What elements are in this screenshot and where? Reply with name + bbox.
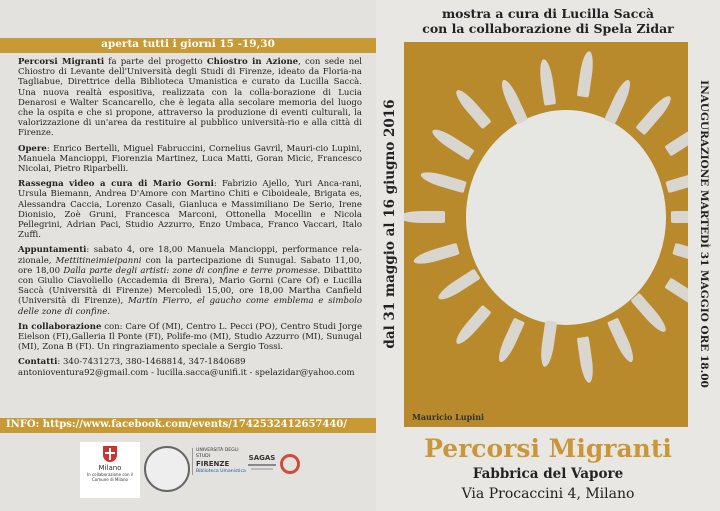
artwork-ray bbox=[419, 169, 467, 193]
milano-name: Milano bbox=[98, 464, 122, 472]
app-it2: Dalla parte degli artisti: zone di confine e terre promesse bbox=[63, 265, 318, 276]
artwork-credit: Mauricio Lupini bbox=[412, 412, 485, 422]
artwork-ray bbox=[412, 243, 460, 267]
app-t4: . bbox=[107, 306, 111, 317]
unifi-logo bbox=[192, 448, 248, 475]
opere-label: Opere bbox=[18, 143, 47, 154]
unifi-line3: Biblioteca Umanistica bbox=[196, 469, 246, 474]
rassegna-text: : Fabrizio Ajello, Yuri Anca-rani, Ursula Biemann, Andrea D'Amore con Martino Chiti e Ciboideale, Brigata es, Alessandra Caccia, Lorenzo Casali, Gianluca e Massimiliano De Serio, Irene Dionisio, Zoè Gruni, Francesca Marconi, Ottonella Mocellin e Nicola Pellegrini, Adrian Paci, Studio Azzurro, Enzo Umbaca, Franco Vaccari, Italo Zuffi. bbox=[18, 179, 362, 241]
unifi-seal-icon bbox=[144, 446, 190, 492]
curator-line-1: mostra a cura di Lucilla Saccà bbox=[441, 6, 655, 21]
artwork-ray bbox=[630, 292, 669, 335]
app-it3: Martin Fierro, el gaucho come emblema e simbolo delle zone di confine bbox=[18, 296, 362, 317]
artwork-ray bbox=[671, 211, 688, 223]
milano-logo bbox=[80, 442, 140, 498]
opere-paragraph bbox=[18, 144, 362, 175]
exhibition-title: Percorsi Migranti bbox=[424, 434, 672, 463]
sagas-logo bbox=[246, 454, 278, 472]
opere-text: : Enrico Bertelli, Miguel Fabruccini, Cornelius Gavril, Mauri-cio Lupini, Manuela Mancioppi, Fiorenzia Martinez, Luca Matti, Goran Micic, Francesco Nicolai, Pietro Riparbelli. bbox=[18, 143, 362, 175]
curators-header bbox=[376, 0, 720, 38]
artwork-ray bbox=[494, 317, 524, 364]
contatti-emails: antonioventura92@gmail.com - lucilla.sacca@unifi.it - spelazidar@yahoo.com bbox=[18, 367, 355, 378]
artwork-ray bbox=[665, 169, 688, 193]
artwork-ray bbox=[436, 269, 481, 304]
unifi-line2: FIRENZE bbox=[196, 460, 230, 468]
artwork-sun-disc bbox=[466, 110, 666, 325]
collab-paragraph bbox=[18, 322, 362, 353]
partner-logo-icon bbox=[280, 454, 300, 474]
intro-lead: Percorsi Migranti bbox=[18, 57, 105, 67]
artwork-ray bbox=[604, 77, 634, 124]
collab-label: In collaborazione bbox=[18, 321, 102, 332]
appuntamenti-paragraph bbox=[18, 245, 362, 316]
inauguration-text: INAUGURAZIONE MARTEDÌ 31 MAGGIO ORE 18.00 bbox=[698, 80, 710, 388]
intro-t2: , con sede nel Chiostro di Levante dell'Università degli Studi di Firenze, ideato da Floria-na Tagliabue, Direttrice della Biblioteca Umanistica e curato da Lucilla Saccà. Una nuova realtà espositiva, realizzata con la colla-borazione di Lucia Denarosi e Walter Scancarello, che è legata alla secolare memoria del luogo che la ospita e che si propone, attraverso la produzione di eventi culturali, la valorizzazione di un'area da restituire al pubblico università-rio e alla città di Firenze. bbox=[18, 57, 362, 139]
sagas-text: SAGAS bbox=[248, 454, 276, 462]
exhibition-dates bbox=[377, 74, 403, 374]
artwork-ray bbox=[665, 277, 688, 312]
artwork-ray bbox=[635, 93, 674, 136]
rassegna-label: Rassegna video a cura di Mario Gorni bbox=[18, 179, 214, 190]
project-name: Chiostro in Azione bbox=[206, 57, 299, 67]
milano-note: In collaborazione con il Comune di Milano bbox=[87, 472, 133, 482]
contatti-text: : 340-7431273, 380-1468814, 347-1840689 bbox=[57, 357, 246, 368]
curator-line-2: con la collaborazione di Spela Zidar bbox=[422, 21, 674, 36]
unifi-line1: UNIVERSITÀ DEGLI STUDI bbox=[196, 448, 239, 459]
contatti-paragraph bbox=[18, 357, 362, 377]
artwork-ray bbox=[452, 305, 491, 348]
rassegna-paragraph bbox=[18, 179, 362, 240]
opening-hours-band: aperta tutti i giorni 15 -19,30 bbox=[0, 38, 376, 53]
sponsor-logos bbox=[80, 442, 300, 502]
venue-address: Via Procaccini 4, Milano bbox=[461, 486, 635, 502]
venue-name: Fabbrica del Vapore bbox=[472, 466, 624, 482]
artwork-ray bbox=[577, 336, 595, 383]
app-it1: Mettitineimieipanni bbox=[55, 255, 142, 266]
inauguration bbox=[688, 42, 720, 427]
artwork-ray bbox=[577, 51, 595, 98]
appuntamenti-label: Appuntamenti bbox=[18, 245, 87, 256]
artwork-ray bbox=[429, 126, 474, 161]
artwork-ray bbox=[539, 320, 557, 367]
dates-text: dal 31 maggio al 16 giugno 2016 bbox=[382, 99, 398, 349]
description-text bbox=[18, 57, 362, 378]
intro-t1: fa parte del progetto bbox=[104, 57, 207, 67]
contatti-label: Contatti bbox=[18, 357, 58, 368]
milano-shield-icon bbox=[103, 446, 117, 462]
app-t3: . Dibattito con Giulio Ciavoliello (Accademia di Brera), Mario Gorni (Care Of) e Lucilla Saccà (Università di Firenze) Mercoledì 15,00, ore 18,00 Martha Canfield (Università di Firenze), bbox=[18, 265, 362, 307]
artwork-ray bbox=[607, 317, 637, 364]
collab-text: con: Care Of (MI), Centro L. Pecci (PO), Centro Studi Jorge Eielson (FI),Galleria Il Ponte (FI), Polife-mo (MI), Studio Azzurro (MI), Sunugal (MI), Zona B (FI). Un ringraziamento speciale a Sergio Tossi. bbox=[18, 321, 363, 353]
app-t1: : sabato 4, ore 18,00 Manuela Mancioppi, performance rela-zionale, bbox=[18, 245, 362, 266]
info-link-band[interactable]: INFO: https://www.facebook.com/events/1742532412657440/ bbox=[0, 418, 376, 433]
app-t2: con la partecipazione di Sunugal. Sabato 11,00, ore 18,00 bbox=[18, 255, 362, 276]
artwork-image bbox=[404, 42, 688, 427]
artwork-ray bbox=[452, 87, 491, 130]
intro-paragraph bbox=[18, 57, 362, 139]
artwork-ray bbox=[537, 59, 555, 106]
artwork-ray bbox=[498, 77, 528, 124]
artwork-ray bbox=[673, 243, 688, 267]
artwork-ray bbox=[404, 211, 445, 223]
artwork-ray bbox=[665, 122, 688, 157]
